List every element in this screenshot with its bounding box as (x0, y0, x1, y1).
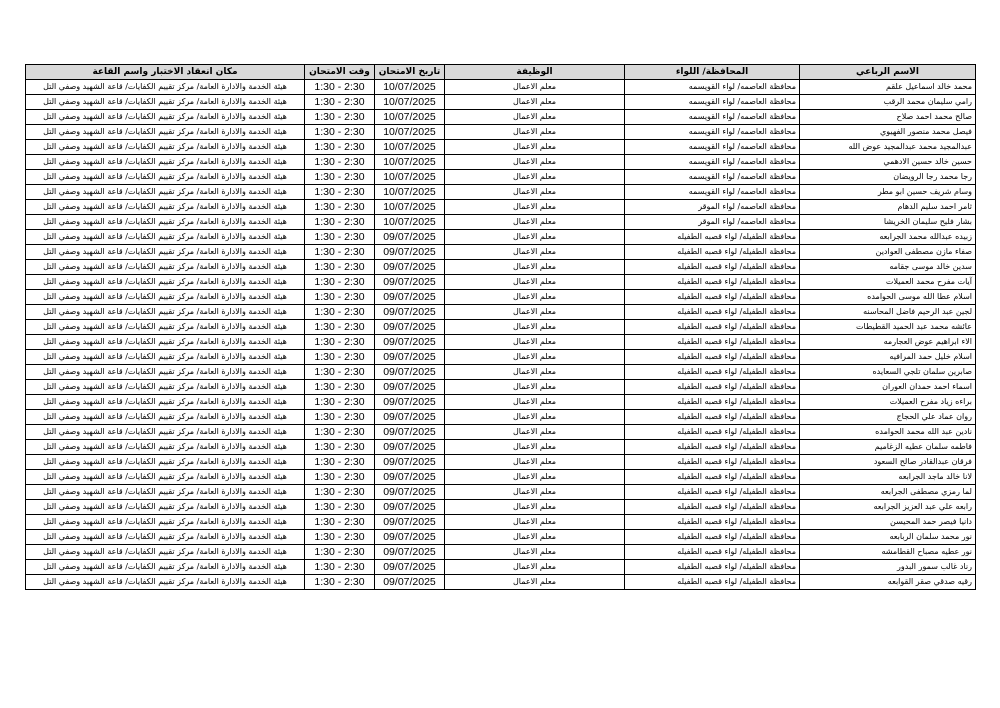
name-cell: رقيه صدقي صقر القوابعه (800, 575, 976, 590)
table-row (26, 80, 976, 95)
job-cell: معلم الاعمال (445, 155, 625, 170)
location-cell: هيئة الخدمة والادارة العامة/ مركز تقييم الكفايات/ قاعة الشهيد وصفي التل (26, 200, 305, 215)
job-cell: معلم الاعمال (445, 170, 625, 185)
table-row (26, 455, 976, 470)
name-cell: فاطمه سلمان عطيه الزغاميم (800, 440, 976, 455)
name-cell: براءه زياد مفرح العميلات (800, 395, 976, 410)
governorate-cell: محافظة الطفيله/ لواء قصبه الطفيله (625, 575, 800, 590)
table-row (26, 575, 976, 590)
governorate-cell: محافظة الطفيله/ لواء قصبه الطفيله (625, 380, 800, 395)
date-cell: 10/07/2025 (375, 215, 445, 230)
name-cell: صفاء مازن مصطفى العوادين (800, 245, 976, 260)
job-cell: معلم الاعمال (445, 335, 625, 350)
date-cell: 09/07/2025 (375, 575, 445, 590)
governorate-cell: محافظة العاصمه/ لواء القويسمه (625, 155, 800, 170)
location-cell: هيئة الخدمة والادارة العامة/ مركز تقييم الكفايات/ قاعة الشهيد وصفي التل (26, 95, 305, 110)
date-cell: 09/07/2025 (375, 485, 445, 500)
job-cell: معلم الاعمال (445, 230, 625, 245)
date-cell: 09/07/2025 (375, 320, 445, 335)
table-row (26, 170, 976, 185)
job-cell: معلم الاعمال (445, 485, 625, 500)
name-cell: صابرين سلمان تلجي السعايده (800, 365, 976, 380)
governorate-cell: محافظة الطفيله/ لواء قصبه الطفيله (625, 350, 800, 365)
name-cell: رامي سليمان محمد الرقب (800, 95, 976, 110)
table-row (26, 95, 976, 110)
governorate-cell: محافظة الطفيله/ لواء قصبه الطفيله (625, 365, 800, 380)
table-row (26, 380, 976, 395)
name-cell: بشار فليح سليمان الخريشا (800, 215, 976, 230)
name-cell: محمد خالد اسماعيل علقم (800, 80, 976, 95)
governorate-cell: محافظة الطفيله/ لواء قصبه الطفيله (625, 335, 800, 350)
job-cell: معلم الاعمال (445, 470, 625, 485)
name-cell: لانا خالد ماجد الجرابعه (800, 470, 976, 485)
name-cell: فرقان عبدالقادر صالح السعود (800, 455, 976, 470)
time-cell: 1:30 - 2:30 (305, 485, 375, 500)
table-row (26, 185, 976, 200)
table-row (26, 500, 976, 515)
governorate-cell: محافظة الطفيله/ لواء قصبه الطفيله (625, 410, 800, 425)
table-row (26, 245, 976, 260)
governorate-cell: محافظة الطفيله/ لواء قصبه الطفيله (625, 425, 800, 440)
job-cell: معلم الاعمال (445, 515, 625, 530)
job-cell: معلم الاعمال (445, 530, 625, 545)
date-cell: 09/07/2025 (375, 470, 445, 485)
table-header-row (26, 65, 976, 80)
job-cell: معلم الاعمال (445, 500, 625, 515)
table-row (26, 395, 976, 410)
governorate-cell: محافظة الطفيله/ لواء قصبه الطفيله (625, 455, 800, 470)
time-cell: 1:30 - 2:30 (305, 305, 375, 320)
governorate-cell: محافظة الطفيله/ لواء قصبه الطفيله (625, 545, 800, 560)
governorate-cell: محافظة العاصمه/ لواء القويسمه (625, 80, 800, 95)
time-cell: 1:30 - 2:30 (305, 470, 375, 485)
location-cell: هيئة الخدمة والادارة العامة/ مركز تقييم الكفايات/ قاعة الشهيد وصفي التل (26, 125, 305, 140)
table-body (26, 80, 976, 590)
name-cell: الاء ابراهيم عوض العجارمه (800, 335, 976, 350)
location-cell: هيئة الخدمة والادارة العامة/ مركز تقييم الكفايات/ قاعة الشهيد وصفي التل (26, 560, 305, 575)
governorate-cell: محافظة الطفيله/ لواء قصبه الطفيله (625, 515, 800, 530)
governorate-cell: محافظة الطفيله/ لواء قصبه الطفيله (625, 320, 800, 335)
location-cell: هيئة الخدمة والادارة العامة/ مركز تقييم الكفايات/ قاعة الشهيد وصفي التل (26, 185, 305, 200)
governorate-cell: محافظة الطفيله/ لواء قصبه الطفيله (625, 440, 800, 455)
location-cell: هيئة الخدمة والادارة العامة/ مركز تقييم الكفايات/ قاعة الشهيد وصفي التل (26, 365, 305, 380)
time-cell: 1:30 - 2:30 (305, 230, 375, 245)
governorate-cell: محافظة الطفيله/ لواء قصبه الطفيله (625, 395, 800, 410)
governorate-cell: محافظة العاصمه/ لواء القويسمه (625, 110, 800, 125)
location-cell: هيئة الخدمة والادارة العامة/ مركز تقييم الكفايات/ قاعة الشهيد وصفي التل (26, 305, 305, 320)
job-cell: معلم الاعمال (445, 290, 625, 305)
table-row (26, 350, 976, 365)
governorate-cell: محافظة الطفيله/ لواء قصبه الطفيله (625, 290, 800, 305)
date-cell: 09/07/2025 (375, 560, 445, 575)
date-cell: 10/07/2025 (375, 125, 445, 140)
name-cell: فيصل محمد منصور الفهيوي (800, 125, 976, 140)
time-cell: 1:30 - 2:30 (305, 185, 375, 200)
time-cell: 1:30 - 2:30 (305, 515, 375, 530)
table-row (26, 110, 976, 125)
name-cell: نور محمد سلمان الربابعه (800, 530, 976, 545)
governorate-cell: محافظة الطفيله/ لواء قصبه الطفيله (625, 560, 800, 575)
job-cell: معلم الاعمال (445, 365, 625, 380)
name-cell: نور عطيه مصباح القطامشه (800, 545, 976, 560)
name-cell: رابعه علي عبد العزيز الجرابعه (800, 500, 976, 515)
time-cell: 1:30 - 2:30 (305, 260, 375, 275)
exam-schedule-table (25, 64, 976, 590)
governorate-cell: محافظة العاصمه/ لواء القويسمه (625, 185, 800, 200)
name-cell: صالح محمد احمد صلاح (800, 110, 976, 125)
time-cell: 1:30 - 2:30 (305, 455, 375, 470)
table-row (26, 155, 976, 170)
header-name: الاسم الرباعي (800, 65, 976, 80)
job-cell: معلم الاعمال (445, 125, 625, 140)
exam-schedule-sheet (25, 64, 975, 590)
location-cell: هيئة الخدمة والادارة العامة/ مركز تقييم الكفايات/ قاعة الشهيد وصفي التل (26, 455, 305, 470)
header-location: مكان انعقاد الاختبار واسم القاعة (26, 65, 305, 80)
date-cell: 10/07/2025 (375, 155, 445, 170)
name-cell: حسين خالد حسين الادهمي (800, 155, 976, 170)
job-cell: معلم الاعمال (445, 245, 625, 260)
time-cell: 1:30 - 2:30 (305, 575, 375, 590)
governorate-cell: محافظة الطفيله/ لواء قصبه الطفيله (625, 260, 800, 275)
date-cell: 09/07/2025 (375, 410, 445, 425)
table-row (26, 140, 976, 155)
name-cell: رجا محمد رجا الرويضان (800, 170, 976, 185)
table-row (26, 410, 976, 425)
date-cell: 09/07/2025 (375, 530, 445, 545)
time-cell: 1:30 - 2:30 (305, 560, 375, 575)
time-cell: 1:30 - 2:30 (305, 125, 375, 140)
job-cell: معلم الاعمال (445, 425, 625, 440)
date-cell: 09/07/2025 (375, 380, 445, 395)
time-cell: 1:30 - 2:30 (305, 530, 375, 545)
time-cell: 1:30 - 2:30 (305, 245, 375, 260)
table-row (26, 230, 976, 245)
location-cell: هيئة الخدمة والادارة العامة/ مركز تقييم الكفايات/ قاعة الشهيد وصفي التل (26, 260, 305, 275)
time-cell: 1:30 - 2:30 (305, 440, 375, 455)
governorate-cell: محافظة الطفيله/ لواء قصبه الطفيله (625, 275, 800, 290)
name-cell: وسام شريف حسين ابو مطر (800, 185, 976, 200)
job-cell: معلم الاعمال (445, 560, 625, 575)
time-cell: 1:30 - 2:30 (305, 275, 375, 290)
name-cell: ثامر احمد سليم الدهام (800, 200, 976, 215)
name-cell: اسماء احمد حمدان العوران (800, 380, 976, 395)
date-cell: 09/07/2025 (375, 545, 445, 560)
job-cell: معلم الاعمال (445, 380, 625, 395)
location-cell: هيئة الخدمة والادارة العامة/ مركز تقييم الكفايات/ قاعة الشهيد وصفي التل (26, 290, 305, 305)
table-row (26, 275, 976, 290)
job-cell: معلم الاعمال (445, 410, 625, 425)
time-cell: 1:30 - 2:30 (305, 140, 375, 155)
header-job: الوظيفة (445, 65, 625, 80)
location-cell: هيئة الخدمة والادارة العامة/ مركز تقييم الكفايات/ قاعة الشهيد وصفي التل (26, 410, 305, 425)
table-row (26, 125, 976, 140)
date-cell: 10/07/2025 (375, 95, 445, 110)
location-cell: هيئة الخدمة والادارة العامة/ مركز تقييم الكفايات/ قاعة الشهيد وصفي التل (26, 380, 305, 395)
date-cell: 09/07/2025 (375, 365, 445, 380)
name-cell: روان عماد علي الحجاج (800, 410, 976, 425)
time-cell: 1:30 - 2:30 (305, 110, 375, 125)
name-cell: عبدالمجيد محمد عبدالمجيد عوض الله (800, 140, 976, 155)
location-cell: هيئة الخدمة والادارة العامة/ مركز تقييم الكفايات/ قاعة الشهيد وصفي التل (26, 500, 305, 515)
location-cell: هيئة الخدمة والادارة العامة/ مركز تقييم الكفايات/ قاعة الشهيد وصفي التل (26, 320, 305, 335)
location-cell: هيئة الخدمة والادارة العامة/ مركز تقييم الكفايات/ قاعة الشهيد وصفي التل (26, 170, 305, 185)
time-cell: 1:30 - 2:30 (305, 380, 375, 395)
job-cell: معلم الاعمال (445, 200, 625, 215)
location-cell: هيئة الخدمة والادارة العامة/ مركز تقييم الكفايات/ قاعة الشهيد وصفي التل (26, 440, 305, 455)
location-cell: هيئة الخدمة والادارة العامة/ مركز تقييم الكفايات/ قاعة الشهيد وصفي التل (26, 80, 305, 95)
date-cell: 10/07/2025 (375, 110, 445, 125)
job-cell: معلم الاعمال (445, 80, 625, 95)
time-cell: 1:30 - 2:30 (305, 200, 375, 215)
governorate-cell: محافظة الطفيله/ لواء قصبه الطفيله (625, 305, 800, 320)
date-cell: 10/07/2025 (375, 140, 445, 155)
table-row (26, 200, 976, 215)
time-cell: 1:30 - 2:30 (305, 320, 375, 335)
location-cell: هيئة الخدمة والادارة العامة/ مركز تقييم الكفايات/ قاعة الشهيد وصفي التل (26, 275, 305, 290)
job-cell: معلم الاعمال (445, 545, 625, 560)
date-cell: 09/07/2025 (375, 425, 445, 440)
job-cell: معلم الاعمال (445, 350, 625, 365)
name-cell: عائشه محمد عبد الحميد القطيطات (800, 320, 976, 335)
job-cell: معلم الاعمال (445, 95, 625, 110)
job-cell: معلم الاعمال (445, 440, 625, 455)
time-cell: 1:30 - 2:30 (305, 95, 375, 110)
name-cell: زبيده عبدالله محمد الجرابعه (800, 230, 976, 245)
time-cell: 1:30 - 2:30 (305, 500, 375, 515)
location-cell: هيئة الخدمة والادارة العامة/ مركز تقييم الكفايات/ قاعة الشهيد وصفي التل (26, 110, 305, 125)
time-cell: 1:30 - 2:30 (305, 395, 375, 410)
time-cell: 1:30 - 2:30 (305, 350, 375, 365)
governorate-cell: محافظة العاصمه/ لواء الموقر (625, 200, 800, 215)
name-cell: سدين خالد موسى جقامه (800, 260, 976, 275)
location-cell: هيئة الخدمة والادارة العامة/ مركز تقييم الكفايات/ قاعة الشهيد وصفي التل (26, 335, 305, 350)
table-row (26, 290, 976, 305)
time-cell: 1:30 - 2:30 (305, 365, 375, 380)
governorate-cell: محافظة العاصمه/ لواء القويسمه (625, 95, 800, 110)
date-cell: 09/07/2025 (375, 395, 445, 410)
name-cell: لجين عبد الرحيم فاضل المحاسنه (800, 305, 976, 320)
date-cell: 09/07/2025 (375, 335, 445, 350)
job-cell: معلم الاعمال (445, 215, 625, 230)
job-cell: معلم الاعمال (445, 110, 625, 125)
location-cell: هيئة الخدمة والادارة العامة/ مركز تقييم الكفايات/ قاعة الشهيد وصفي التل (26, 350, 305, 365)
date-cell: 09/07/2025 (375, 500, 445, 515)
job-cell: معلم الاعمال (445, 305, 625, 320)
table-row (26, 320, 976, 335)
table-row (26, 470, 976, 485)
header-governorate: المحافظة/ اللواء (625, 65, 800, 80)
location-cell: هيئة الخدمة والادارة العامة/ مركز تقييم الكفايات/ قاعة الشهيد وصفي التل (26, 245, 305, 260)
location-cell: هيئة الخدمة والادارة العامة/ مركز تقييم الكفايات/ قاعة الشهيد وصفي التل (26, 575, 305, 590)
date-cell: 09/07/2025 (375, 350, 445, 365)
name-cell: آيات مفرح محمد العميلات (800, 275, 976, 290)
job-cell: معلم الاعمال (445, 275, 625, 290)
location-cell: هيئة الخدمة والادارة العامة/ مركز تقييم الكفايات/ قاعة الشهيد وصفي التل (26, 425, 305, 440)
table-row (26, 425, 976, 440)
governorate-cell: محافظة العاصمه/ لواء القويسمه (625, 140, 800, 155)
name-cell: دانيا فيصر حمد المحيسن (800, 515, 976, 530)
date-cell: 10/07/2025 (375, 200, 445, 215)
time-cell: 1:30 - 2:30 (305, 155, 375, 170)
table-row (26, 515, 976, 530)
header-time: وقت الامتحان (305, 65, 375, 80)
job-cell: معلم الاعمال (445, 185, 625, 200)
table-row (26, 545, 976, 560)
time-cell: 1:30 - 2:30 (305, 410, 375, 425)
job-cell: معلم الاعمال (445, 260, 625, 275)
date-cell: 10/07/2025 (375, 185, 445, 200)
table-row (26, 305, 976, 320)
job-cell: معلم الاعمال (445, 320, 625, 335)
location-cell: هيئة الخدمة والادارة العامة/ مركز تقييم الكفايات/ قاعة الشهيد وصفي التل (26, 530, 305, 545)
date-cell: 09/07/2025 (375, 440, 445, 455)
location-cell: هيئة الخدمة والادارة العامة/ مركز تقييم الكفايات/ قاعة الشهيد وصفي التل (26, 545, 305, 560)
governorate-cell: محافظة الطفيله/ لواء قصبه الطفيله (625, 530, 800, 545)
time-cell: 1:30 - 2:30 (305, 290, 375, 305)
governorate-cell: محافظة العاصمه/ لواء القويسمه (625, 125, 800, 140)
governorate-cell: محافظة الطفيله/ لواء قصبه الطفيله (625, 230, 800, 245)
location-cell: هيئة الخدمة والادارة العامة/ مركز تقييم الكفايات/ قاعة الشهيد وصفي التل (26, 395, 305, 410)
name-cell: نادين عبد الله محمد الحوامده (800, 425, 976, 440)
header-date: تاريخ الامتحان (375, 65, 445, 80)
job-cell: معلم الاعمال (445, 575, 625, 590)
date-cell: 10/07/2025 (375, 80, 445, 95)
date-cell: 09/07/2025 (375, 455, 445, 470)
table-row (26, 260, 976, 275)
governorate-cell: محافظة الطفيله/ لواء قصبه الطفيله (625, 485, 800, 500)
governorate-cell: محافظة الطفيله/ لواء قصبه الطفيله (625, 245, 800, 260)
table-row (26, 560, 976, 575)
table-row (26, 215, 976, 230)
location-cell: هيئة الخدمة والادارة العامة/ مركز تقييم الكفايات/ قاعة الشهيد وصفي التل (26, 230, 305, 245)
time-cell: 1:30 - 2:30 (305, 80, 375, 95)
date-cell: 09/07/2025 (375, 275, 445, 290)
date-cell: 10/07/2025 (375, 170, 445, 185)
date-cell: 09/07/2025 (375, 260, 445, 275)
date-cell: 09/07/2025 (375, 230, 445, 245)
date-cell: 09/07/2025 (375, 305, 445, 320)
job-cell: معلم الاعمال (445, 395, 625, 410)
table-row (26, 335, 976, 350)
governorate-cell: محافظة الطفيله/ لواء قصبه الطفيله (625, 470, 800, 485)
table-row (26, 440, 976, 455)
location-cell: هيئة الخدمة والادارة العامة/ مركز تقييم الكفايات/ قاعة الشهيد وصفي التل (26, 515, 305, 530)
name-cell: رناد غالب سمور البدور (800, 560, 976, 575)
location-cell: هيئة الخدمة والادارة العامة/ مركز تقييم الكفايات/ قاعة الشهيد وصفي التل (26, 155, 305, 170)
name-cell: اسلام عطا الله موسى الحوامده (800, 290, 976, 305)
table-row (26, 485, 976, 500)
date-cell: 09/07/2025 (375, 245, 445, 260)
location-cell: هيئة الخدمة والادارة العامة/ مركز تقييم الكفايات/ قاعة الشهيد وصفي التل (26, 470, 305, 485)
location-cell: هيئة الخدمة والادارة العامة/ مركز تقييم الكفايات/ قاعة الشهيد وصفي التل (26, 140, 305, 155)
date-cell: 09/07/2025 (375, 515, 445, 530)
governorate-cell: محافظة العاصمه/ لواء الموقر (625, 215, 800, 230)
governorate-cell: محافظة العاصمه/ لواء القويسمه (625, 170, 800, 185)
time-cell: 1:30 - 2:30 (305, 335, 375, 350)
table-row (26, 365, 976, 380)
location-cell: هيئة الخدمة والادارة العامة/ مركز تقييم الكفايات/ قاعة الشهيد وصفي التل (26, 485, 305, 500)
table-row (26, 530, 976, 545)
time-cell: 1:30 - 2:30 (305, 545, 375, 560)
time-cell: 1:30 - 2:30 (305, 215, 375, 230)
job-cell: معلم الاعمال (445, 455, 625, 470)
time-cell: 1:30 - 2:30 (305, 425, 375, 440)
governorate-cell: محافظة الطفيله/ لواء قصبه الطفيله (625, 500, 800, 515)
location-cell: هيئة الخدمة والادارة العامة/ مركز تقييم الكفايات/ قاعة الشهيد وصفي التل (26, 215, 305, 230)
date-cell: 09/07/2025 (375, 290, 445, 305)
name-cell: اسلام خليل حمد المرافيه (800, 350, 976, 365)
time-cell: 1:30 - 2:30 (305, 170, 375, 185)
job-cell: معلم الاعمال (445, 140, 625, 155)
name-cell: لما رمزي مصطفى الجرابعه (800, 485, 976, 500)
